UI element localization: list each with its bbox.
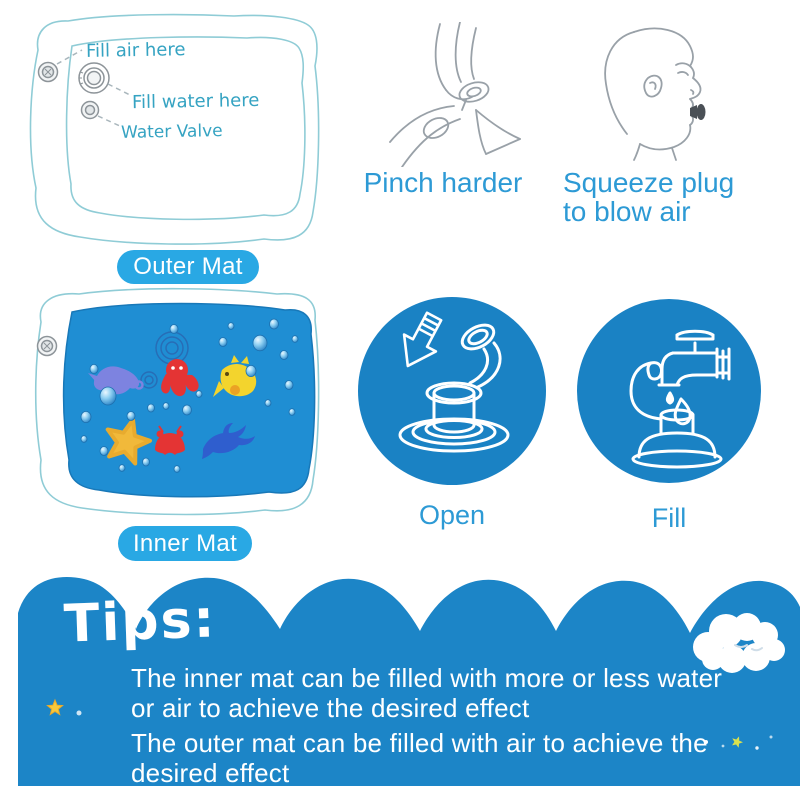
left-dot-decoration [77,711,82,716]
inner-mat-illustration [27,284,322,524]
fill-step-circle [577,299,761,483]
tip2-line2: desired effect [131,758,290,788]
tip2-line1: The outer mat can be filled with air to achieve the [131,728,708,758]
open-step-circle [358,297,546,485]
water-valve-label: Water Valve [120,121,223,143]
right-dot-decoration-4 [722,745,725,748]
inner-mat-badge: Inner Mat [118,526,252,561]
fill-water-label: Fill water here [131,89,260,114]
fill-air-label: Fill air here [85,39,186,62]
tip1-line2: or air to achieve the desired effect [131,693,530,723]
water-fill-valve-icon [79,63,109,93]
squeeze-caption-line2: to blow air [563,196,691,227]
open-valve-icon [358,297,546,485]
pinch-hand-sketch [388,22,523,167]
right-dot-decoration-2 [755,746,758,749]
inner-mat-valve-icon [38,337,57,356]
air-valve-icon [39,63,58,82]
fill-step-label: Fill [651,503,687,533]
open-step-label: Open [418,500,486,530]
right-dot-decoration-3 [770,736,773,739]
squeeze-caption-line1: Squeeze plug [563,167,735,198]
down-arrow-icon [392,308,450,374]
water-valve-icon [82,102,99,119]
blow-face-sketch [582,26,727,164]
tips-heading: Tips: [62,589,218,655]
pinch-caption: Pinch harder [363,167,523,198]
fill-water-icon [577,299,761,483]
tip1-line1: The inner mat can be filled with more or less water [131,663,723,693]
outer-mat-badge: Outer Mat [117,250,259,284]
